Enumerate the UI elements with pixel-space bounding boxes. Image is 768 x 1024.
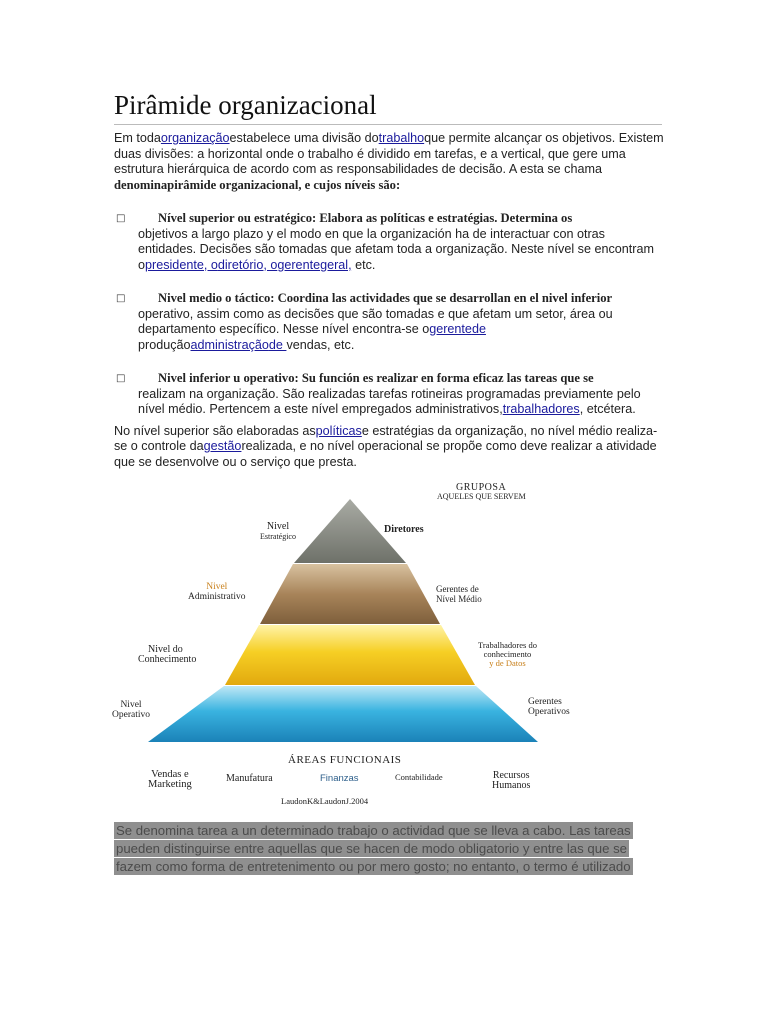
text: e estratégias da organização, no nível médio realiza-se o controle da [114,423,658,453]
link-gestao[interactable]: gestão [203,439,242,453]
text: vendas, etc. [286,337,355,352]
bullet-icon: □ [116,213,126,224]
text: realizam na organização. São realizadas tarefas rotineiras programadas previamente pelo nível médio. Pertencem a este nível empregados administrativos, [138,386,641,416]
link-politicas[interactable]: políticas [315,423,362,438]
text: que permite alcançar os objetivos. Existem duas divisões: a horizontal onde o trabalho é dividido em tarefas, e a vertical, que [114,131,664,161]
highlighted-line: Se denomina tarea a un determinado trabajo o actividad que se lleva a cabo. Las tareas [116,823,631,838]
link-presidente[interactable]: presidente, o [145,257,218,272]
label-line: Nivel [206,582,228,592]
link-geral[interactable]: geral, [320,257,352,272]
label-line: Estratégico [260,532,296,541]
bullet-heading: Nivel medio o táctico: Coordina las actividades que se desarrollan en el nivel inferior [158,291,613,305]
label-trabalhadores-conhecimento [478,641,537,668]
label-line: Administrativo [188,592,246,602]
label-line: Recursos [492,770,530,781]
link-gerente[interactable]: gerente [429,322,472,336]
text: operativo, assim como as decisões que são tomadas e que afetam um setor, área ou departamento específico. Nesse nível encontra-se o [138,306,613,336]
pyramid-level-operational [148,686,538,742]
label-nivel-administrativo [188,582,246,602]
highlighted-line: pueden distinguirse entre aquellas que se hacen de modo obligatorio y entre las que se [116,841,627,856]
bullet-nivel-medio [114,291,664,353]
figure-credit: LaudonK&LaudonJ.2004 [281,796,369,806]
link-diretorio[interactable]: diretório, o [217,257,278,272]
grupos-subtitle: AQUELES QUE SERVEM [437,492,526,501]
label-line: Operativos [528,707,570,717]
text: objetivos a largo plazo y el modo en que la organización ha de interactuar con otras entidades. Decisões são tomadas que afetam toda a organização. Neste nível se encontram o [138,226,654,272]
bullet-nivel-superior [114,211,664,273]
label-gerentes-operativos [528,697,570,717]
label-line: Conhecimento [138,654,197,665]
link-trabalho[interactable]: trabalho [378,131,425,145]
grupos-title: GRUPOSA [456,482,507,493]
area-manufatura: Manufatura [226,773,273,784]
pyramid-figure [110,478,580,814]
bullet-heading: Nível superior ou estratégico: Elabora as políticas e estratégias. Determina os [158,211,573,225]
label-line: Humanos [492,780,531,791]
label-line: conhecimento [483,649,532,659]
text: etc. [351,257,376,272]
text: produção [138,337,191,352]
area-vendas-marketing [148,770,192,790]
link-trabalhadores[interactable]: trabalhadores [502,402,580,416]
text: Em toda [114,131,161,145]
label-diretores: Diretores [384,524,424,535]
text: gere uma estrutura hierárquica de acordo com as responsabilidades de decisão. A esta se chama [114,146,626,176]
page-title: Pirâmide organizacional [114,88,662,125]
link-administracao[interactable]: administração [190,337,269,352]
area-recursos-humanos [492,771,530,791]
bullet-icon: □ [116,373,126,384]
bullet-nivel-inferior [114,371,664,418]
bullet-icon: □ [116,293,126,304]
area-contabilidade: Contabilidade [395,772,443,782]
text: , etcétera. [579,402,636,416]
label-line: Nivel [266,521,290,532]
label-line: Nível Médio [436,594,482,604]
label-nivel-operativo [112,700,150,720]
pyramid-level-administrative [260,564,440,624]
label-nivel-conhecimento [138,645,196,665]
highlighted-line: fazem como forma de entretenimento ou por mero gosto; no entanto, o termo é utilizado [116,859,631,874]
label-line: y de Datos [489,658,526,668]
label-gerentes-nivel-medio [436,584,482,604]
text: realizada, e no nível operacional se propõe como deve realizar a atividade que se desenvolve ou o serviço que presta. [114,439,657,469]
link-organizacao[interactable]: organização [160,131,230,145]
bullet-heading: Nivel inferior u operativo: Su función es realizar en forma eficaz las tareas que se [158,371,594,385]
label-line: Operativo [112,710,150,720]
text: No nível superior são elaboradas as [114,423,316,438]
link-gerente[interactable]: gerente [277,257,321,272]
intro-bold-text: denominapirâmide organizacional, e cujos níveis são: [114,177,401,192]
link-de[interactable]: de [471,322,486,336]
areas-funcionais-title: ÁREAS FUNCIONAIS [288,754,402,766]
link-de[interactable]: de [268,337,287,352]
summary-paragraph [114,424,664,471]
label-line: Nivel [120,700,142,710]
label-nivel-estrategico [260,522,296,542]
highlighted-paragraph [114,822,654,876]
pyramid-level-knowledge [225,625,475,685]
intro-paragraph [114,131,664,193]
label-line: Trabalhadores do [478,640,537,650]
label-line: Gerentes [528,697,562,707]
label-line: Vendas e [151,769,189,780]
text: estabelece uma divisão do [229,131,379,145]
area-finanzas: Finanzas [320,773,359,784]
label-line: Marketing [148,779,192,790]
document-body [114,88,664,470]
label-line: Gerentes de [436,584,479,594]
label-line: Nivel do [148,644,183,655]
